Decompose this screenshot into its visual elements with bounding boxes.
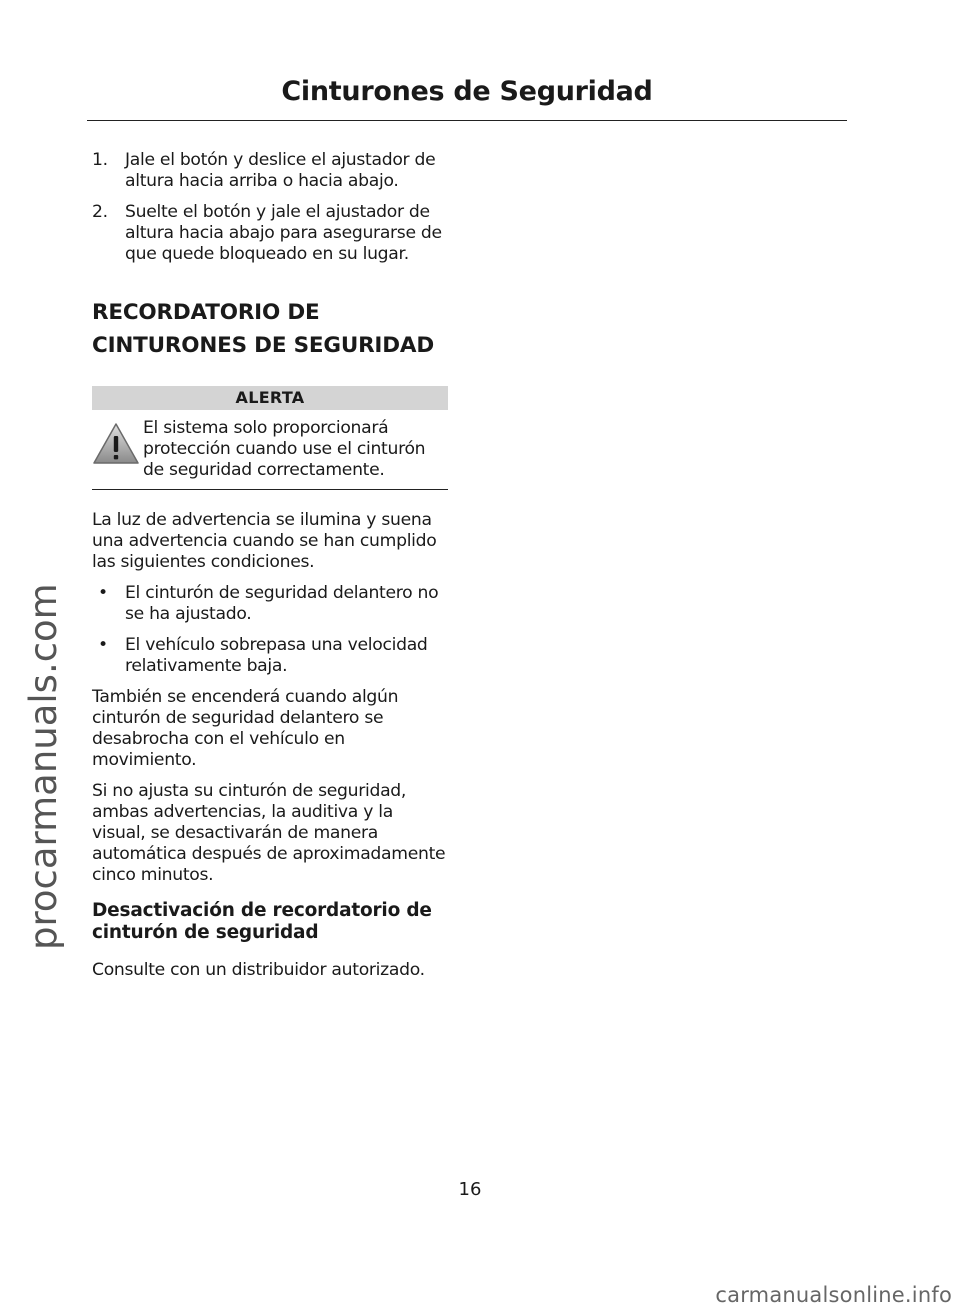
section-heading-line: CINTURONES DE SEGURIDAD [92,333,434,358]
list-item [92,583,448,625]
bottom-watermark: carmanualsonline.info [715,1283,952,1307]
page-title: Cinturones de Seguridad [281,76,653,107]
step-number: 2. [92,202,108,222]
alert-divider [92,489,448,490]
warning-triangle-icon [92,422,140,466]
section-heading [92,296,448,362]
subsection-heading: Desactivación de recordatorio de cinturón de seguridad [92,900,432,943]
paragraph: Si no ajusta su cinturón de seguridad, ambas advertencias, la auditiva y la visual, se desactivarán de manera automática después de aproximadamente cinco minutos. [92,781,446,885]
main-column [92,150,448,991]
paragraph: Consulte con un distribuidor autorizado. [92,960,425,980]
side-watermark: procarmanuals.com [22,583,65,950]
numbered-step [92,150,448,192]
alert-box [92,410,448,489]
alert-text: El sistema solo proporcionará protección cuando use el cinturón de seguridad correctamente. [143,418,426,480]
page-number: 16 [458,1179,482,1200]
numbered-step [92,202,448,265]
bullet-dot: • [98,583,108,603]
bullet-dot: • [98,635,108,655]
header-divider [87,120,847,121]
paragraph: También se encenderá cuando algún cinturón de seguridad delantero se desabrocha con el vehículo en movimiento. [92,687,399,770]
step-text: Suelte el botón y jale el ajustador de altura hacia abajo para asegurarse de que quede bloqueado en su lugar. [125,202,442,264]
list-item-text: El vehículo sobrepasa una velocidad relativamente baja. [125,635,428,676]
list-item [92,635,448,677]
list-item-text: El cinturón de seguridad delantero no se ha ajustado. [125,583,439,624]
step-text: Jale el botón y deslice el ajustador de altura hacia arriba o hacia abajo. [125,150,436,191]
alert-label: ALERTA [92,386,448,410]
step-number: 1. [92,150,108,170]
section-heading-line: RECORDATORIO DE [92,300,320,325]
paragraph: La luz de advertencia se ilumina y suena una advertencia cuando se han cumplido las siguientes condiciones. [92,510,437,572]
